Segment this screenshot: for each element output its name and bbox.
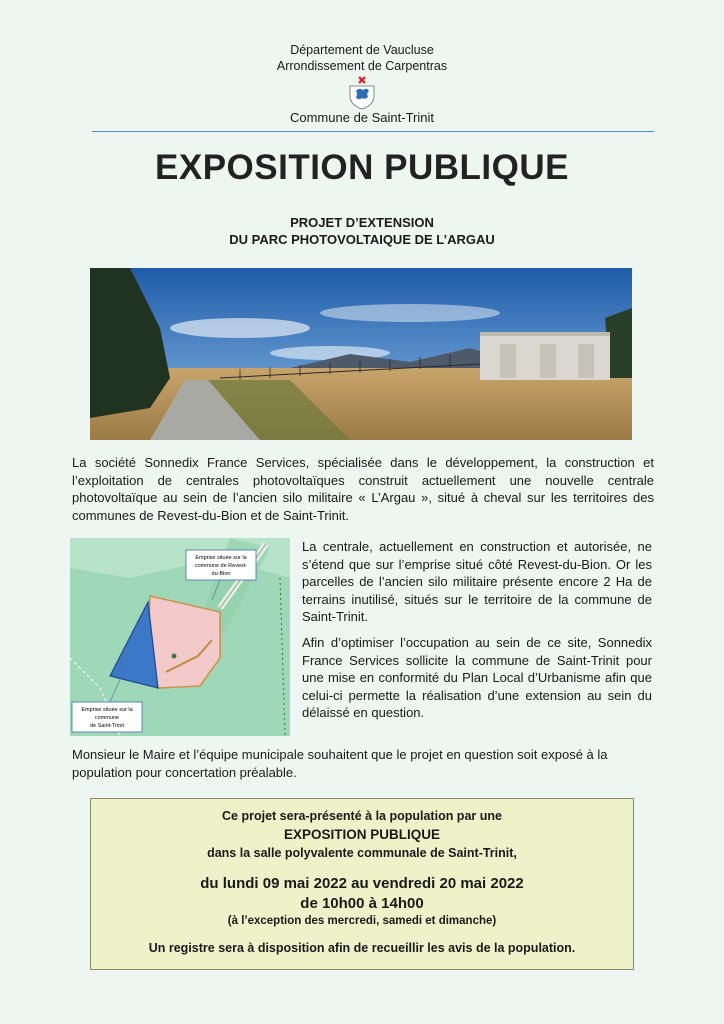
exhibition-info-box xyxy=(90,798,634,970)
centrale-paragraph: La centrale, actuellement en construction et autorisée, ne s’étend que sur l’emprise situé côté Revest-du-Bion. Or les parcelles de l’ancien silo militaire présente encore 2 Ha de terrains inutilisé, situés sur le territoire de la commune de Saint-Trinit. xyxy=(302,539,652,624)
box-hours: de 10h00 à 14h00 xyxy=(300,895,424,912)
map-label-revest-line-1: Emprise située sur la xyxy=(195,555,247,561)
map-label-revest xyxy=(186,550,256,580)
map-label-trinit-line-2: commune xyxy=(94,715,120,721)
arrondissement-label: Arrondissement de Carpentras xyxy=(276,59,448,73)
page-title: EXPOSITION PUBLIQUE xyxy=(155,148,569,187)
box-intro: Ce projet sera-présenté à la population par une xyxy=(222,809,502,823)
site-map xyxy=(70,538,290,736)
header xyxy=(0,42,724,74)
map-label-trinit-line-1: Emprise située sur la xyxy=(81,707,133,713)
subtitle-line-2: DU PARC PHOTOVOLTAIQUE DE L’ARGAU xyxy=(229,232,495,247)
box-exposition-title: EXPOSITION PUBLIQUE xyxy=(283,827,441,842)
header-divider xyxy=(92,131,654,132)
intro-paragraph: La société Sonnedix France Services, spécialisée dans le développement, la construction et l’exploitation de centrales photovoltaïques construit actuellement une nouvelle centrale photovoltaïque au sein de l’ancien silo militaire « L’Argau », situé à cheval sur les territoires des communes de Revest-du-Bion et de Saint-Trinit. xyxy=(72,455,654,523)
optimiser-paragraph: Afin d’optimiser l’occupation au sein de ce site, Sonnedix France Services sollicite la commune de Saint-Trinit pour une mise en conformité du Plan Local d’Urbanisme afin que celui-ci permette la réalisation d’une extension au sein du délaissé en question. xyxy=(302,635,652,720)
map-label-revest-line-2: commune de Revest- xyxy=(194,563,248,569)
maire-paragraph: Monsieur le Maire et l’équipe municipale souhaitent que le projet en question soit exposé à la population pour concertation préalable. xyxy=(72,747,608,780)
site-photo xyxy=(90,268,632,440)
box-dates: du lundi 09 mai 2022 au vendredi 20 mai 2022 xyxy=(200,875,524,892)
coat-of-arms-icon xyxy=(345,76,379,110)
box-location: dans la salle polyvalente communale de Saint-Trinit, xyxy=(207,846,517,860)
map-label-revest-line-3: du-Bion xyxy=(211,571,231,577)
page-subtitle xyxy=(0,214,724,248)
box-registre: Un registre sera à disposition afin de recueillir les avis de la population. xyxy=(148,941,576,955)
map-label-trinit-line-3: de Saint-Trinit xyxy=(89,723,125,729)
departement-label: Département de Vaucluse xyxy=(290,43,434,57)
commune-label: Commune de Saint-Trinit xyxy=(289,110,434,125)
subtitle-line-1: PROJET D’EXTENSION xyxy=(290,215,434,230)
map-label-trinit xyxy=(72,702,142,732)
box-exception: (à l’exception des mercredi, samedi et dimanche) xyxy=(227,915,497,927)
